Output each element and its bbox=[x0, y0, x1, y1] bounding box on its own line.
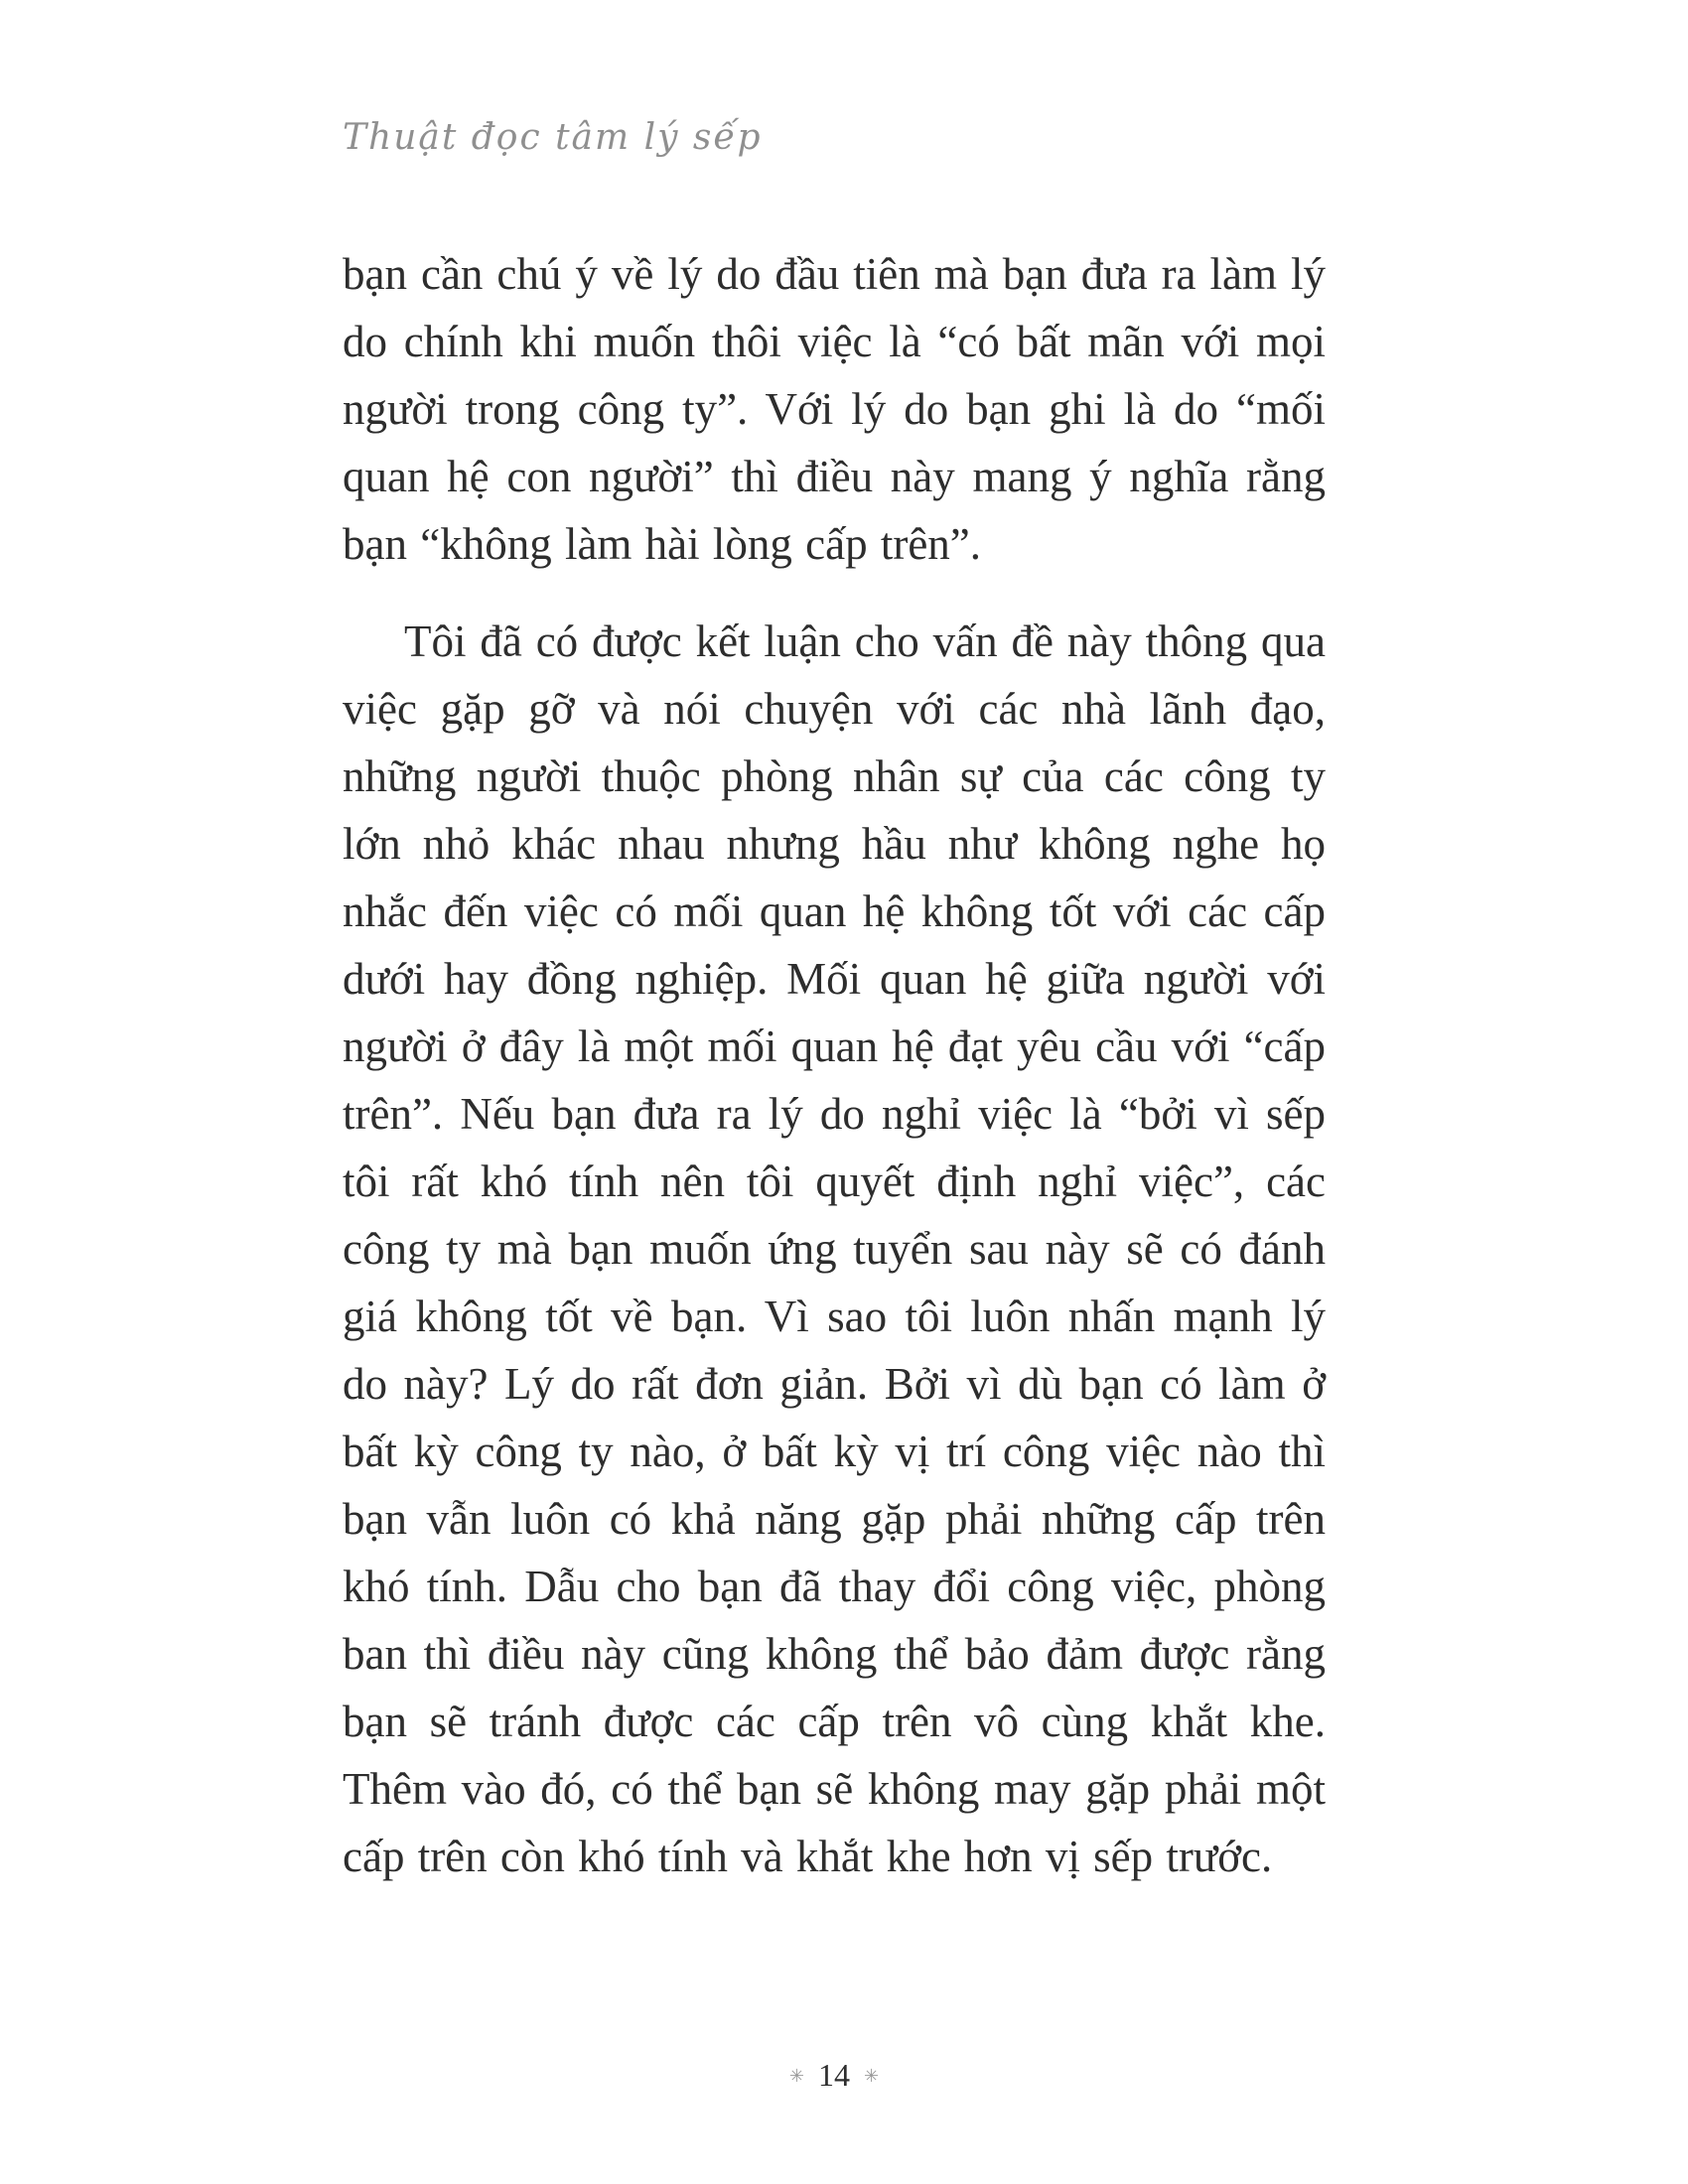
star-ornament-left: ✳ bbox=[788, 2066, 804, 2087]
page-number-value: 14 bbox=[818, 2057, 850, 2093]
body-text bbox=[343, 240, 1326, 1920]
paragraph-continuation: bạn cần chú ý về lý do đầu tiên mà bạn đưa ra làm lý do chính khi muốn thôi việc là “có bất mãn với mọi người trong công ty”. Với lý do bạn ghi là do “mối quan hệ con người” thì điều này mang ý nghĩa rằng bạn “không làm hài lòng cấp trên”. bbox=[343, 249, 1326, 569]
page-number bbox=[343, 2057, 1326, 2094]
paragraph: Tôi đã có được kết luận cho vấn đề này thông qua việc gặp gỡ và nói chuyện với các nhà lãnh đạo, những người thuộc phòng nhân sự của các công ty lớn nhỏ khác nhau nhưng hầu như không nghe họ nhắc đến việc có mối quan hệ không tốt với các cấp dưới hay đồng nghiệp. Mối quan hệ giữa người với người ở đây là một mối quan hệ đạt yêu cầu với “cấp trên”. Nếu bạn đưa ra lý do nghỉ việc là “bởi vì sếp tôi rất khó tính nên tôi quyết định nghỉ việc”, các công ty mà bạn muốn ứng tuyển sau này sẽ có đánh giá không tốt về bạn. Vì sao tôi luôn nhấn mạnh lý do này? Lý do rất đơn giản. Bởi vì dù bạn có làm ở bất kỳ công ty nào, ở bất kỳ vị trí công việc nào thì bạn vẫn luôn có khả năng gặp phải những cấp trên khó tính. Dẫu cho bạn đã thay đổi công việc, phòng ban thì điều này cũng không thể bảo đảm được rằng bạn sẽ tránh được các cấp trên vô cùng khắt khe. Thêm vào đó, có thể bạn sẽ không may gặp phải một cấp trên còn khó tính và khắt khe hơn vị sếp trước. bbox=[343, 616, 1326, 1881]
running-header: Thuật đọc tâm lý sếp bbox=[343, 117, 763, 158]
star-ornament-right: ✳ bbox=[864, 2066, 880, 2087]
